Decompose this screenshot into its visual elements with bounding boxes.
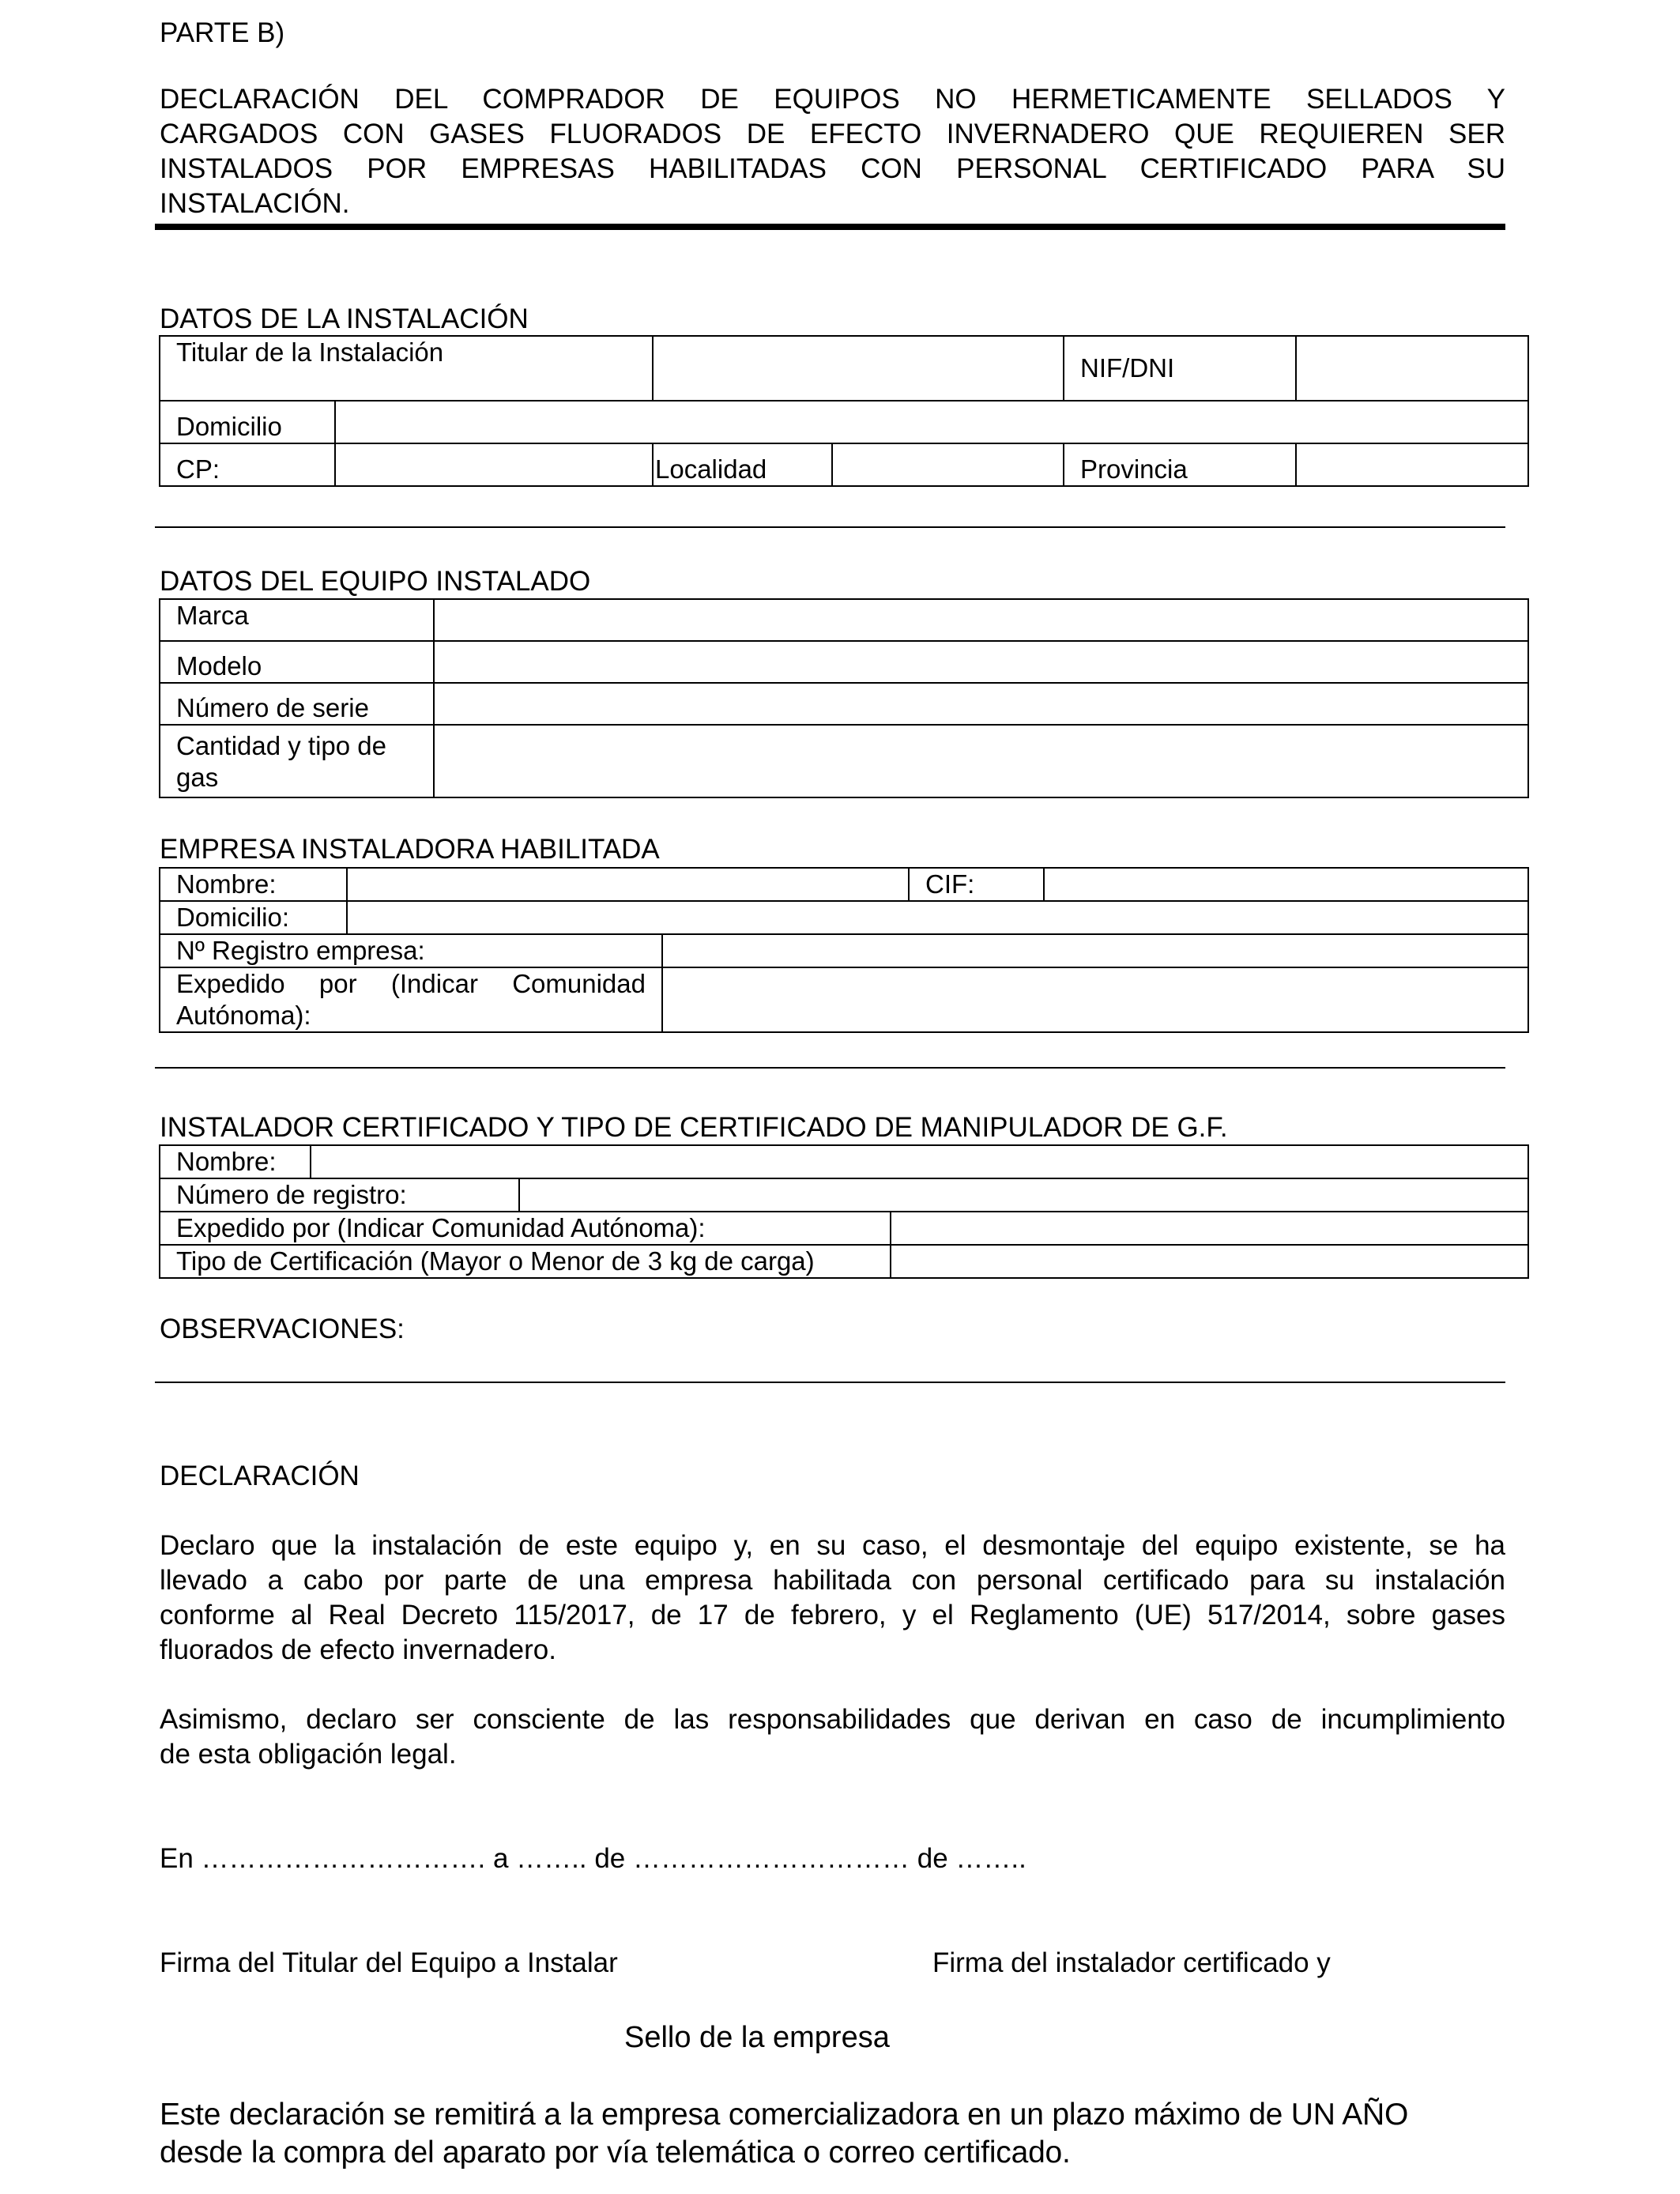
provincia-label: Provincia <box>1064 443 1296 486</box>
instalador-registro-label: Número de registro: <box>160 1178 519 1212</box>
empresa-domicilio-label: Domicilio: <box>160 901 347 934</box>
gas-label <box>160 725 434 797</box>
serie-field[interactable] <box>434 683 1528 725</box>
firma-instalador-label: Firma del instalador certificado y <box>932 1947 1331 1978</box>
cif-field[interactable] <box>1044 868 1528 901</box>
declaracion-title: DECLARACIÓN <box>160 1461 360 1491</box>
instalacion-table <box>159 335 1529 487</box>
instalador-tipo-field[interactable] <box>891 1245 1528 1278</box>
declaracion-p1-line-3: conforme al Real Decreto 115/2017, de 17 de febrero, y el Reglamento (UE) 517/2014, sobre gases <box>160 1600 1505 1630</box>
empresa-table <box>159 867 1529 1033</box>
gas-field[interactable] <box>434 725 1528 797</box>
section-divider-2 <box>155 1067 1505 1069</box>
localidad-field[interactable] <box>832 443 1064 486</box>
nif-label: NIF/DNI <box>1064 336 1296 401</box>
instalador-expedido-field[interactable] <box>891 1212 1528 1245</box>
cp-field[interactable] <box>335 443 653 486</box>
empresa-section-title: EMPRESA INSTALADORA HABILITADA <box>160 834 660 865</box>
heading-line-2: CARGADOS CON GASES FLUORADOS DE EFECTO INVERNADERO QUE REQUIEREN SER <box>160 119 1505 149</box>
declaracion-p1-line-4: fluorados de efecto invernadero. <box>160 1634 556 1665</box>
declaracion-p2-line-2: de esta obligación legal. <box>160 1739 457 1770</box>
nota-line-1: Este declaración se remitirá a la empresa comercializadora en un plazo máximo de UN AÑO <box>160 2098 1409 2132</box>
cif-label: CIF: <box>909 868 1044 901</box>
gas-label-line-2: gas <box>176 763 219 792</box>
instalador-section-title: INSTALADOR CERTIFICADO Y TIPO DE CERTIFICADO DE MANIPULADOR DE G.F. <box>160 1112 1228 1143</box>
empresa-nombre-label: Nombre: <box>160 868 347 901</box>
gas-label-line-1: Cantidad y tipo de <box>176 731 387 760</box>
empresa-expedido-line-1: Expedido por (Indicar Comunidad <box>176 969 646 998</box>
empresa-expedido-field[interactable] <box>662 967 1528 1032</box>
instalador-registro-field[interactable] <box>519 1178 1528 1212</box>
instalador-nombre-field[interactable] <box>311 1145 1528 1178</box>
instalador-table <box>159 1144 1529 1279</box>
localidad-label: Localidad <box>653 443 832 486</box>
domicilio-label: Domicilio <box>160 401 335 443</box>
section-divider-1 <box>155 526 1505 528</box>
cp-label: CP: <box>160 443 335 486</box>
parte-label: PARTE B) <box>160 17 285 48</box>
registro-empresa-field[interactable] <box>662 934 1528 967</box>
firma-titular-label: Firma del Titular del Equipo a Instalar <box>160 1947 618 1978</box>
fecha-line: En …………………………. a …….. de ………………………… de …….. <box>160 1843 1026 1874</box>
heading-line-1: DECLARACIÓN DEL COMPRADOR DE EQUIPOS NO HERMETICAMENTE SELLADOS Y <box>160 84 1505 115</box>
heading-divider <box>155 224 1505 230</box>
nif-field[interactable] <box>1296 336 1528 401</box>
equipo-table <box>159 598 1529 798</box>
nota-line-2: desde la compra del aparato por vía telemática o correo certificado. <box>160 2136 1071 2169</box>
observaciones-divider <box>155 1382 1505 1383</box>
serie-label: Número de serie <box>160 683 434 725</box>
declaracion-p2-line-1: Asimismo, declaro ser consciente de las responsabilidades que derivan en caso de incumplimiento <box>160 1704 1505 1735</box>
instalador-nombre-label: Nombre: <box>160 1145 311 1178</box>
empresa-expedido-line-2: Autónoma): <box>176 1001 311 1030</box>
provincia-field[interactable] <box>1296 443 1528 486</box>
instalacion-section-title: DATOS DE LA INSTALACIÓN <box>160 303 529 334</box>
titular-label: Titular de la Instalación <box>160 336 653 401</box>
declaracion-p1-line-2: llevado a cabo por parte de una empresa habilitada con personal certificado para su instalación <box>160 1565 1505 1596</box>
empresa-nombre-field[interactable] <box>347 868 909 901</box>
marca-label: Marca <box>160 599 434 641</box>
modelo-field[interactable] <box>434 641 1528 683</box>
observaciones-label: OBSERVACIONES: <box>160 1314 405 1344</box>
heading-line-3: INSTALADOS POR EMPRESAS HABILITADAS CON PERSONAL CERTIFICADO PARA SU <box>160 153 1505 184</box>
instalador-expedido-label: Expedido por (Indicar Comunidad Autónoma): <box>160 1212 891 1245</box>
heading-line-4: INSTALACIÓN. <box>160 188 350 219</box>
empresa-domicilio-field[interactable] <box>347 901 1528 934</box>
equipo-section-title: DATOS DEL EQUIPO INSTALADO <box>160 566 591 597</box>
declaracion-p1-line-1: Declaro que la instalación de este equipo y, en su caso, el desmontaje del equipo existente, se ha <box>160 1530 1505 1561</box>
marca-field[interactable] <box>434 599 1528 641</box>
sello-label: Sello de la empresa <box>624 2021 890 2054</box>
modelo-label: Modelo <box>160 641 434 683</box>
registro-empresa-label: Nº Registro empresa: <box>160 934 662 967</box>
titular-field[interactable] <box>653 336 1064 401</box>
domicilio-field[interactable] <box>335 401 1528 443</box>
empresa-expedido-label <box>160 967 662 1032</box>
instalador-tipo-label: Tipo de Certificación (Mayor o Menor de 3 kg de carga) <box>160 1245 891 1278</box>
